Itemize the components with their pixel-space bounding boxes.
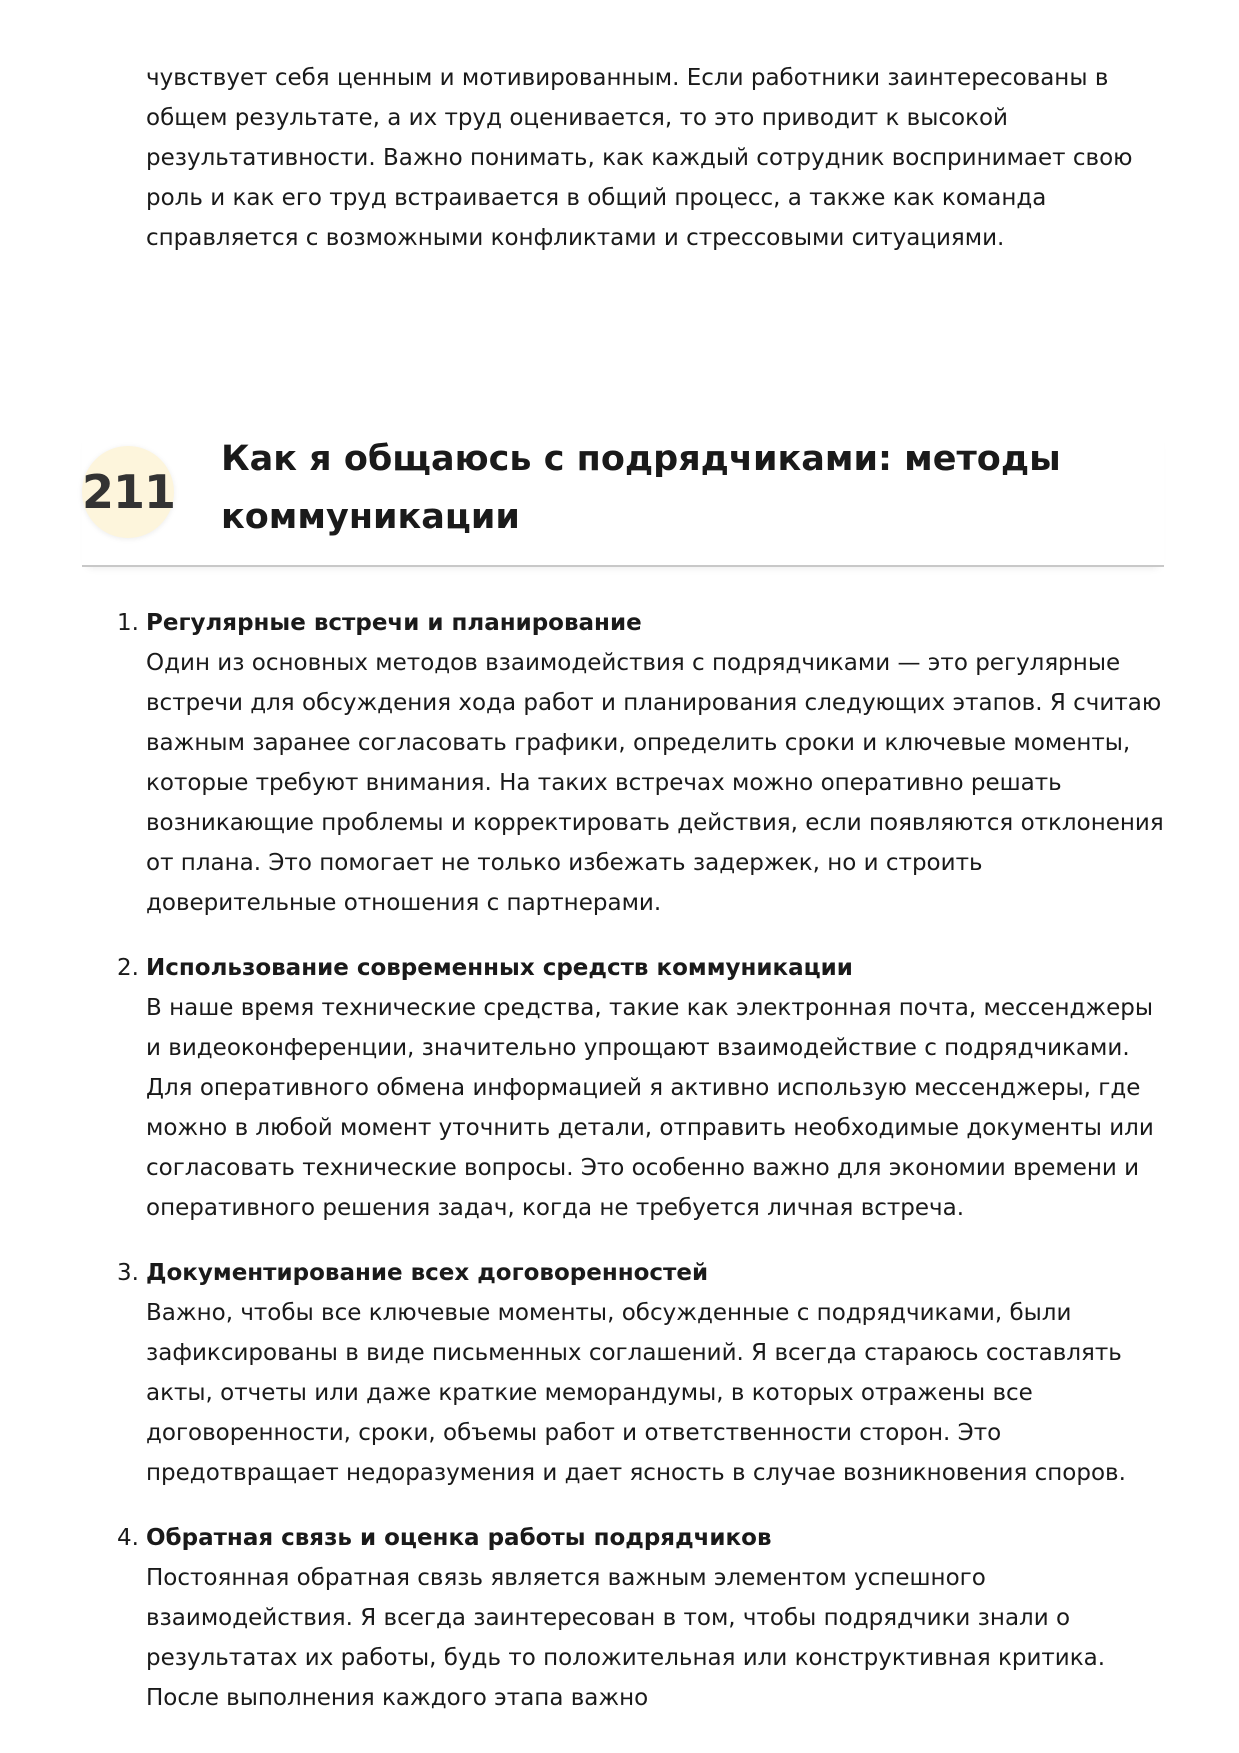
list-item-text: Постоянная обратная связь является важным элементом успешного взаимодействия. Я всегда заинтересован в том, чтобы подрядчики знали о результатах их работы, будь то положительная или конструктивная критика. После выполнения каждого этапа важно	[146, 1565, 1106, 1711]
intro-paragraph: чувствует себя ценным и мотивированным. Если работники заинтересованы в общем результате, а их труд оценивается, то это приводит к высокой результативности. Важно понимать, как каждый сотрудник воспринимает свою роль и как его труд встраивается в общий процесс, а также как команда справляется с возможными конфликтами и стрессовыми ситуациями.	[146, 65, 1133, 251]
list-item	[117, 948, 1166, 1228]
list-item-title: Документирование всех договоренностей	[146, 1260, 709, 1286]
list-item-title: Использование современных средств коммуникации	[146, 955, 853, 981]
list-item-number: 3.	[117, 1260, 139, 1286]
list-item-title: Регулярные встречи и планирование	[146, 610, 642, 636]
list-item-number: 4.	[117, 1525, 139, 1551]
list-item-text: Один из основных методов взаимодействия с подрядчиками — это регулярные встречи для обсуждения хода работ и планирования следующих этапов. Я считаю важным заранее согласовать графики, определить сроки и ключевые моменты, которые требуют внимания. На таких встречах можно оперативно решать возникающие проблемы и корректировать действия, если появляются отклонения от плана. Это помогает не только избежать задержек, но и строить доверительные отношения с партнерами.	[146, 650, 1164, 916]
list-item	[117, 1518, 1166, 1718]
list-item-text: Важно, чтобы все ключевые моменты, обсужденные с подрядчиками, были зафиксированы в виде письменных соглашений. Я всегда стараюсь составлять акты, отчеты или даже краткие меморандумы, в которых отражены все договоренности, сроки, объемы работ и ответственности сторон. Это предотвращает недоразумения и дает ясность в случае возникновения споров.	[146, 1300, 1126, 1486]
list-item-number: 1.	[117, 610, 139, 636]
section-title: Как я общаюсь с подрядчиками: методы коммуникации	[221, 439, 1061, 537]
list-item	[117, 1253, 1166, 1493]
section-number-badge: 211	[82, 446, 174, 538]
list-item-text: В наше время технические средства, такие как электронная почта, мессенджеры и видеоконференции, значительно упрощают взаимодействие с подрядчиками. Для оперативного обмена информацией я активно использую мессенджеры, где можно в любой момент уточнить детали, отправить необходимые документы или согласовать технические вопросы. Это особенно важно для экономии времени и оперативного решения задач, когда не требуется личная встреча.	[146, 995, 1154, 1221]
section-header	[82, 430, 1164, 567]
list-item	[117, 603, 1166, 923]
list-item-title: Обратная связь и оценка работы подрядчиков	[146, 1525, 772, 1551]
list-item-number: 2.	[117, 955, 139, 981]
methods-list	[117, 603, 1166, 1743]
